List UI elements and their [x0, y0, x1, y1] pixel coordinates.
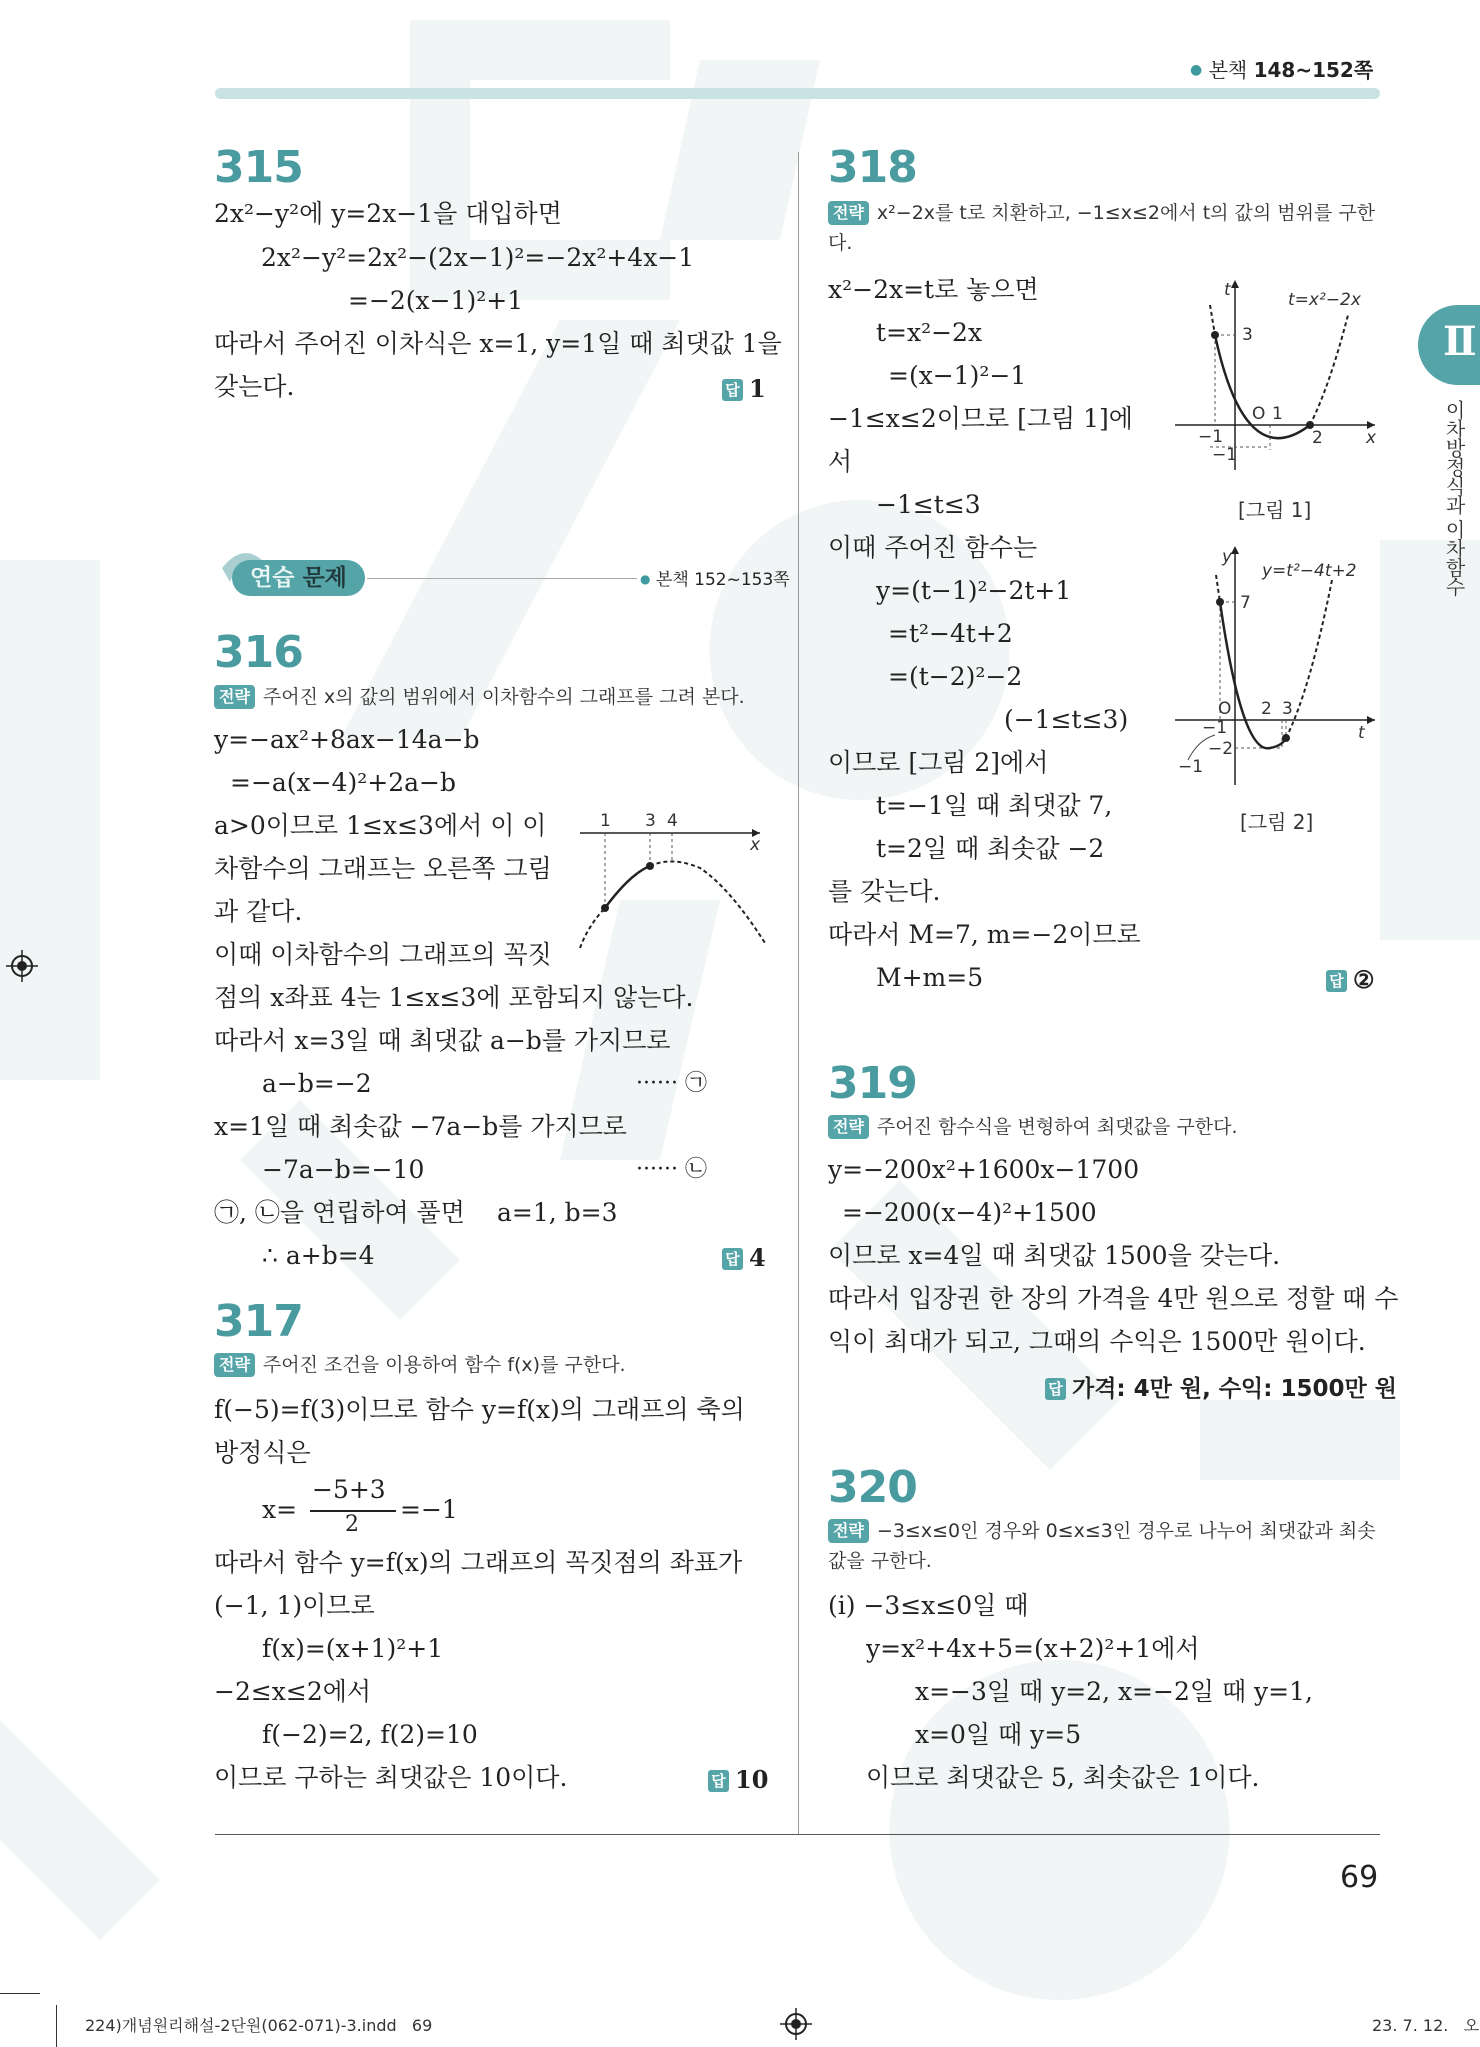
registration-mark-icon	[6, 950, 38, 982]
answer-value: ②	[1353, 965, 1375, 994]
answer	[722, 374, 766, 403]
solution-line: −2≤x≤2에서	[214, 1677, 372, 1706]
answer-value: 가격: 4만 원, 수익: 1500만 원	[1072, 1376, 1397, 1402]
solution-line: 를 갖는다.	[828, 877, 941, 906]
problem-number: 316	[214, 627, 303, 678]
chapter-title: 이차방정식과 이차함수	[1442, 400, 1466, 596]
solution-line: (ⅰ) −3≤x≤0일 때	[828, 1591, 1029, 1620]
solution-line: 이때 주어진 함수는	[828, 533, 1038, 562]
section-title-pill	[232, 560, 365, 596]
problem-number: 319	[828, 1058, 917, 1109]
curve-solid	[605, 866, 650, 908]
solution-line: 익이 최대가 되고, 그때의 수익은 1500만 원이다.	[828, 1327, 1366, 1356]
section-rule	[367, 578, 637, 579]
chapter-roman: Ⅱ	[1443, 318, 1477, 365]
tick-label: 3	[645, 811, 656, 831]
tick-label: −1	[1178, 757, 1204, 777]
solution-line: =−a(x−4)²+2a−b	[230, 768, 456, 797]
section-title-a: 연습	[250, 565, 295, 591]
strategy-text: −3≤x≤0인 경우와 0≤x≤3인 경우로 나누어 최댓값과 최솟값을 구한다.	[828, 1520, 1376, 1572]
solution-line: t=x²−2x	[876, 318, 983, 347]
section-ref-pages: 152~153쪽	[694, 570, 790, 590]
axis-label: t	[1224, 280, 1231, 300]
answer-value: 1	[749, 374, 766, 403]
solution-line: x=−3일 때 y=2, x=−2일 때 y=1,	[915, 1677, 1313, 1706]
solution-line: a=1, b=3	[497, 1198, 618, 1227]
answer	[1326, 965, 1375, 994]
equation-mark: ······ ㉠	[636, 1071, 707, 1096]
curve-dashed	[1210, 305, 1215, 335]
solution-line: f(x)=(x+1)²+1	[262, 1634, 444, 1663]
solution-line: y=x²+4x+5=(x+2)²+1에서	[866, 1634, 1200, 1663]
solution-line: 따라서 주어진 이차식은 x=1, y=1일 때 최댓값 1을	[214, 329, 782, 358]
section-ref	[640, 565, 790, 590]
fraction-numerator: −5+3	[312, 1475, 386, 1504]
curve-equation: y=t²−4t+2	[1262, 561, 1357, 581]
curve-dashed	[1310, 315, 1348, 425]
tick-label: −2	[1208, 739, 1234, 759]
endpoint	[601, 904, 609, 912]
header-bar	[215, 88, 1380, 99]
answer	[722, 1243, 766, 1272]
answer-icon: 답	[722, 1248, 743, 1270]
solution-line: =(t−2)²−2	[888, 662, 1023, 691]
figure-1	[1170, 275, 1380, 475]
problem-number: 317	[214, 1296, 303, 1347]
strategy-tag: 전략	[828, 201, 869, 225]
bottom-rule	[215, 1834, 1380, 1835]
solution-line: =−200(x−4)²+1500	[842, 1198, 1097, 1227]
curve-dashed	[1216, 575, 1220, 602]
solution-line: y=−200x²+1600x−1700	[828, 1155, 1140, 1184]
endpoint	[1282, 734, 1290, 742]
strategy-text: 주어진 조건을 이용하여 함수 f(x)를 구한다.	[262, 1354, 626, 1376]
answer-value: 4	[749, 1243, 766, 1272]
solution-line: −7a−b=−10	[262, 1155, 425, 1184]
curve-equation: t=x²−2x	[1288, 290, 1361, 310]
axis-label: y	[1222, 547, 1233, 567]
solution-line: 이므로 [그림 2]에서	[828, 748, 1049, 777]
solution-line: a−b=−2	[262, 1069, 372, 1098]
problem-number: 315	[214, 142, 303, 193]
tick-label: −1	[1202, 718, 1228, 738]
tick-label: 1	[1272, 404, 1283, 424]
section-ref-label: 본책	[655, 570, 689, 590]
solution-line: (−1≤t≤3)	[1004, 705, 1129, 734]
tick-label: 3	[1282, 699, 1293, 719]
tick-label: −1	[1198, 427, 1224, 447]
strategy	[214, 682, 745, 712]
solution-line: =−1	[400, 1495, 458, 1524]
solution-line: 과 같다.	[214, 897, 303, 926]
solution-line: =−2(x−1)²+1	[348, 286, 524, 315]
tick-label: 4	[667, 811, 678, 831]
column-divider	[798, 152, 799, 1834]
strategy	[214, 1350, 626, 1380]
strategy-text: 주어진 함수식을 변형하여 최댓값을 구한다.	[876, 1116, 1238, 1138]
tick-label: 1	[600, 811, 611, 831]
strategy	[828, 1112, 1238, 1142]
solution-line: x=	[262, 1495, 298, 1524]
answer-icon: 답	[1045, 1378, 1066, 1400]
bullet-icon: ●	[640, 572, 651, 586]
t-axis-arrow-icon	[1231, 280, 1239, 288]
endpoint	[1216, 598, 1224, 606]
solution-line: 따라서 함수 y=f(x)의 그래프의 꼭짓점의 좌표가	[214, 1548, 743, 1577]
solution-line: (−1, 1)이므로	[214, 1591, 375, 1620]
curve-solid	[1220, 602, 1286, 748]
header-ref	[1190, 54, 1373, 83]
solution-line: 이므로 구하는 최댓값은 10이다.	[214, 1763, 568, 1792]
origin-label: O	[1252, 404, 1266, 424]
problem-number: 320	[828, 1462, 917, 1513]
strategy-tag: 전략	[828, 1115, 869, 1139]
strategy	[828, 1516, 1388, 1576]
solution-line: −1≤t≤3	[876, 490, 981, 519]
footer-date: 23. 7. 12. 오	[1372, 2016, 1480, 2035]
solution-line: =t²−4t+2	[888, 619, 1013, 648]
solution-line: 방정식은	[214, 1438, 311, 1467]
solution-line: a>0이므로 1≤x≤3에서 이 이	[214, 811, 547, 840]
solution-line: 갖는다.	[214, 372, 295, 401]
solution-line: f(−2)=2, f(2)=10	[262, 1720, 478, 1749]
solution-line: y=−ax²+8ax−14a−b	[214, 725, 480, 754]
solution-line: x=1일 때 최솟값 −7a−b를 가지므로	[214, 1112, 627, 1141]
problem-number: 318	[828, 142, 917, 193]
axis-label: t	[1358, 723, 1365, 743]
solution-line: 따라서 M=7, m=−2이므로	[828, 920, 1141, 949]
solution-line: 차함수의 그래프는 오른쪽 그림	[214, 854, 552, 883]
solution-line: 따라서 x=3일 때 최댓값 a−b를 가지므로	[214, 1026, 671, 1055]
crop-mark	[56, 2005, 57, 2047]
solution-line: =(x−1)²−1	[888, 361, 1027, 390]
solution-line: 이때 이차함수의 그래프의 꼭짓	[214, 940, 552, 969]
axis-label: x	[1366, 428, 1377, 448]
tick-label: 2	[1312, 428, 1323, 448]
endpoint	[646, 862, 654, 870]
header-ref-label: 본책	[1208, 58, 1248, 82]
solution-line: y=(t−1)²−2t+1	[876, 576, 1072, 605]
bullet-icon: ●	[1190, 62, 1203, 78]
tick-label: 7	[1240, 593, 1251, 613]
solution-line: ∴ a+b=4	[262, 1241, 375, 1270]
endpoint	[1211, 331, 1219, 339]
solution-line: 따라서 입장권 한 장의 가격을 4만 원으로 정할 때 수	[828, 1284, 1399, 1313]
solution-line: f(−5)=f(3)이므로 함수 y=f(x)의 그래프의 축의	[214, 1395, 745, 1424]
section-header	[212, 548, 790, 598]
strategy-text: 주어진 x의 값의 범위에서 이차함수의 그래프를 그려 본다.	[262, 686, 745, 708]
strategy-tag: 전략	[214, 1353, 255, 1377]
equation-mark: ······ ㉡	[636, 1157, 707, 1182]
solution-line: M+m=5	[876, 963, 984, 992]
answer	[1045, 1370, 1397, 1403]
origin-label: O	[1218, 699, 1232, 719]
registration-mark-icon	[780, 2008, 812, 2040]
tick-label: 3	[1242, 325, 1253, 345]
curve-dashed	[650, 861, 765, 943]
t-axis-arrow-icon	[1367, 716, 1375, 724]
answer-icon: 답	[1326, 970, 1347, 992]
solution-line: 이므로 x=4일 때 최댓값 1500을 갖는다.	[828, 1241, 1281, 1270]
strategy-text: x²−2x를 t로 치환하고, −1≤x≤2에서 t의 값의 범위를 구한다.	[828, 202, 1376, 254]
figure-2	[1170, 540, 1380, 800]
solution-line: 2x²−y²에 y=2x−1을 대입하면	[214, 199, 562, 228]
solution-line: 점의 x좌표 4는 1≤x≤3에 포함되지 않는다.	[214, 983, 694, 1012]
solution-line: x=0일 때 y=5	[915, 1720, 1082, 1749]
solution-line: −1≤x≤2이므로 [그림 1]에	[828, 404, 1133, 433]
curve-dashed	[580, 908, 605, 948]
tick-label: 2	[1261, 699, 1272, 719]
strategy	[828, 198, 1388, 258]
answer-icon: 답	[722, 379, 743, 401]
y-axis-arrow-icon	[1231, 546, 1239, 554]
solution-line: 이므로 최댓값은 5, 최솟값은 1이다.	[866, 1763, 1260, 1792]
section-title-b: 문제	[302, 565, 347, 591]
solution-line: 서	[828, 447, 853, 476]
footer-file: 224)개념원리해설-2단원(062-071)-3.indd 69	[85, 2016, 433, 2035]
header-ref-pages: 148~152쪽	[1253, 58, 1374, 82]
curve-dashed	[1286, 580, 1332, 738]
figure-caption: [그림 2]	[1240, 810, 1314, 834]
figure-caption: [그림 1]	[1238, 498, 1312, 522]
fraction-denominator: 2	[345, 1512, 359, 1537]
strategy-tag: 전략	[214, 685, 255, 709]
answer	[708, 1765, 768, 1794]
answer-icon: 답	[708, 1770, 729, 1792]
graph-316	[570, 808, 770, 958]
solution-line: x²−2x=t로 놓으면	[828, 275, 1039, 304]
crop-mark	[0, 1993, 40, 1994]
page-number: 69	[1340, 1860, 1379, 1895]
answer-value: 10	[735, 1765, 769, 1794]
strategy-tag: 전략	[828, 1519, 869, 1543]
solution-line: t=2일 때 최솟값 −2	[876, 834, 1105, 863]
solution-line: ㉠, ㉡을 연립하여 풀면	[214, 1198, 465, 1227]
solution-line: 2x²−y²=2x²−(2x−1)²=−2x²+4x−1	[261, 243, 695, 272]
axis-label: x	[750, 835, 761, 855]
solution-line: t=−1일 때 최댓값 7,	[876, 791, 1113, 820]
tick-label: −1	[1212, 445, 1238, 465]
